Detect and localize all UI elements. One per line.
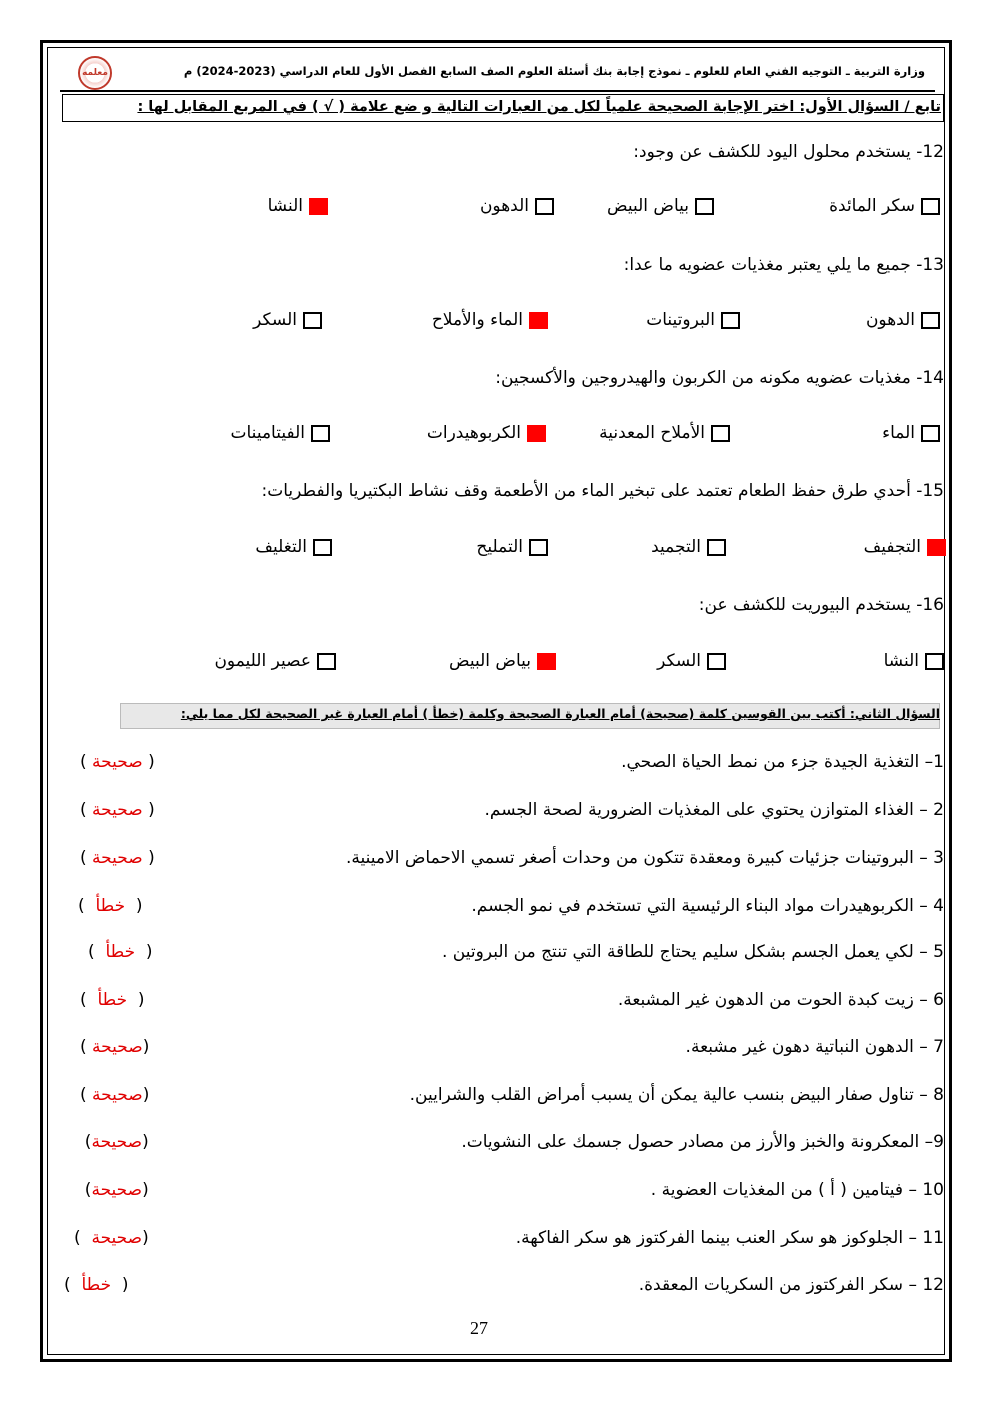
checkbox-checked[interactable] — [927, 539, 946, 556]
page-number: 27 — [470, 1318, 488, 1338]
option-q15-3[interactable] — [476, 537, 548, 557]
option-label: الكربوهيدرات — [426, 423, 521, 443]
checkbox[interactable] — [721, 312, 740, 329]
option-label: الماء والأملاح — [431, 310, 523, 330]
answer-text: صحيحة — [92, 848, 143, 868]
question-13: 13- جميع ما يلي يعتبر مغذيات عضويه ما عدا: — [623, 255, 944, 275]
option-label: عصير الليمون — [214, 651, 311, 671]
option-q15-1[interactable] — [864, 537, 946, 557]
option-q12-4[interactable] — [268, 196, 328, 216]
option-q14-4[interactable] — [231, 423, 331, 443]
option-label: التمليح — [476, 537, 523, 557]
statement-8: 8 – تناول صفار البيض بنسب عالية يمكن أن يسبب أمراض القلب والشرايين. — [409, 1085, 944, 1105]
option-q16-2[interactable] — [657, 651, 726, 671]
option-label: التجميد — [651, 537, 701, 557]
option-q13-3[interactable] — [432, 310, 548, 330]
checkbox[interactable] — [921, 198, 940, 215]
option-label: بياض البيض — [607, 196, 689, 216]
answer-text: صحيحة — [92, 800, 143, 820]
checkbox[interactable] — [921, 425, 940, 442]
checkbox[interactable] — [695, 198, 714, 215]
answer-10[interactable]: (صحيحة) — [74, 1180, 149, 1200]
checkbox[interactable] — [707, 653, 726, 670]
checkbox[interactable] — [311, 425, 330, 442]
option-q14-1[interactable] — [882, 423, 940, 443]
answer-9[interactable]: (صحيحة) — [74, 1132, 149, 1152]
option-label: الماء — [882, 423, 915, 443]
answer-6[interactable]: ( خطأ ) — [80, 990, 145, 1010]
answer-3[interactable]: ( صحيحة ) — [80, 848, 155, 868]
option-label: بياض البيض — [449, 651, 531, 671]
option-q12-3[interactable] — [480, 196, 554, 216]
statement-6: 6 – زيت كبدة الحوت من الدهون غير المشبعة. — [617, 990, 944, 1010]
question-14: 14- مغذيات عضويه مكونه من الكربون والهيدروجين والأكسجين: — [495, 368, 944, 388]
answer-text: صحيحة — [91, 1180, 143, 1200]
option-label: النشا — [883, 651, 919, 671]
checkbox[interactable] — [303, 312, 322, 329]
answer-text: صحيحة — [92, 1037, 143, 1057]
statement-10: 10 – فيتامين ( أ ) من المغذيات العضوية . — [650, 1180, 944, 1200]
question-16: 16- يستخدم البيوريت للكشف عن: — [698, 595, 944, 615]
ministry-logo — [78, 56, 112, 90]
answer-11[interactable]: (صحيحة ) — [74, 1228, 149, 1248]
option-label: السكر — [253, 310, 297, 330]
option-label: التجفيف — [863, 537, 921, 557]
statement-1: 1– التغذية الجيدة جزء من نمط الحياة الصحي. — [621, 752, 944, 772]
answer-text: صحيحة — [91, 1228, 143, 1248]
option-q13-1[interactable] — [866, 310, 940, 330]
option-label: الدهون — [479, 196, 529, 216]
checkbox[interactable] — [921, 312, 940, 329]
answer-4[interactable]: ( خطأ ) — [78, 896, 143, 916]
option-q15-2[interactable] — [651, 537, 726, 557]
answer-7[interactable]: (صحيحة ) — [80, 1037, 150, 1057]
logo-text: معلمه — [82, 68, 108, 78]
checkbox[interactable] — [313, 539, 332, 556]
answer-text: صحيحة — [92, 752, 143, 772]
answer-2[interactable]: ( صحيحة ) — [80, 800, 155, 820]
question1-title: تابع / السؤال الأول: اختر الإجابة الصحيحة علمياً لكل من العبارات التالية و ضع علامة ( √ ) في المربع المقابل لها : — [62, 94, 944, 122]
option-label: السكر — [657, 651, 701, 671]
answer-text: خطأ — [105, 942, 136, 962]
statement-11: 11 – الجلوكوز هو سكر العنب بينما الفركتوز هو سكر الفاكهة. — [515, 1228, 944, 1248]
answer-text: خطأ — [81, 1275, 112, 1295]
question2-title: السؤال الثاني: أكتب بين القوسين كلمة (صحيحة) أمام العبارة الصحيحة وكلمة (خطأ ) أمام العبارة غير الصحيحة لكل مما يلي: — [180, 706, 940, 721]
answer-8[interactable]: (صحيحة ) — [80, 1085, 150, 1105]
option-q16-1[interactable] — [884, 651, 944, 671]
option-label: الدهون — [865, 310, 915, 330]
page-border-inner — [47, 47, 945, 1355]
option-q13-4[interactable] — [253, 310, 322, 330]
option-label: التغليف — [255, 537, 307, 557]
checkbox[interactable] — [707, 539, 726, 556]
option-q12-2[interactable] — [607, 196, 714, 216]
statement-3: 3 – البروتينات جزئيات كبيرة ومعقدة تتكون من وحدات أصغر تسمي الاحماض الامينية. — [346, 848, 944, 868]
option-label: سكر المائدة — [829, 196, 915, 216]
statement-5: 5 – لكي يعمل الجسم بشكل سليم يحتاج للطاقة التي تنتج من البروتين . — [442, 942, 944, 962]
option-label: البروتينات — [646, 310, 715, 330]
option-label: النشا — [267, 196, 303, 216]
checkbox-checked[interactable] — [527, 425, 546, 442]
option-q14-2[interactable] — [599, 423, 730, 443]
statement-2: 2 – الغذاء المتوازن يحتوي على المغذيات الضرورية لصحة الجسم. — [484, 800, 944, 820]
checkbox-checked[interactable] — [537, 653, 556, 670]
checkbox[interactable] — [317, 653, 336, 670]
option-label: الأملاح المعدنية — [599, 423, 705, 443]
statement-12: 12 – سكر الفركتوز من السكريات المعقدة. — [638, 1275, 944, 1295]
question-12: 12- يستخدم محلول اليود للكشف عن وجود: — [633, 142, 944, 162]
answer-12[interactable]: ( خطأ ) — [64, 1275, 129, 1295]
option-q14-3[interactable] — [427, 423, 546, 443]
option-label: الفيتامينات — [230, 423, 305, 443]
page-header — [60, 52, 935, 92]
answer-text: خطأ — [95, 896, 126, 916]
statement-9: 9– المعكرونة والخبز والأرز من مصادر حصول جسمك على النشويات. — [461, 1132, 944, 1152]
answer-text: صحيحة — [91, 1132, 143, 1152]
checkbox[interactable] — [529, 539, 548, 556]
option-q16-3[interactable] — [449, 651, 556, 671]
option-q12-1[interactable] — [829, 196, 940, 216]
question-15: 15- أحدي طرق حفظ الطعام تعتمد على تبخير الماء من الأطعمة وقف نشاط البكتيريا والفطريات: — [261, 481, 944, 501]
checkbox-checked[interactable] — [529, 312, 548, 329]
option-q16-4[interactable] — [214, 651, 336, 671]
option-q13-2[interactable] — [646, 310, 740, 330]
answer-text: صحيحة — [92, 1085, 143, 1105]
checkbox[interactable] — [535, 198, 554, 215]
checkbox-checked[interactable] — [309, 198, 328, 215]
checkbox[interactable] — [925, 653, 944, 670]
statement-7: 7 – الدهون النباتية دهون غير مشبعة. — [685, 1037, 944, 1057]
checkbox[interactable] — [711, 425, 730, 442]
answer-5[interactable]: ( خطأ ) — [88, 942, 153, 962]
answer-1[interactable]: ( صحيحة ) — [80, 752, 155, 772]
header-text: وزارة التربية ـ التوجيه الفني العام للعلوم ـ نموذج إجابة بنك أسئلة العلوم الصف السابع الفصل الأول للعام الدراسي (2023-2024) م — [183, 64, 925, 78]
answer-text: خطأ — [97, 990, 128, 1010]
statement-4: 4 – الكربوهيدرات مواد البناء الرئيسية التي تستخدم في نمو الجسم. — [471, 896, 944, 916]
option-q15-4[interactable] — [255, 537, 332, 557]
